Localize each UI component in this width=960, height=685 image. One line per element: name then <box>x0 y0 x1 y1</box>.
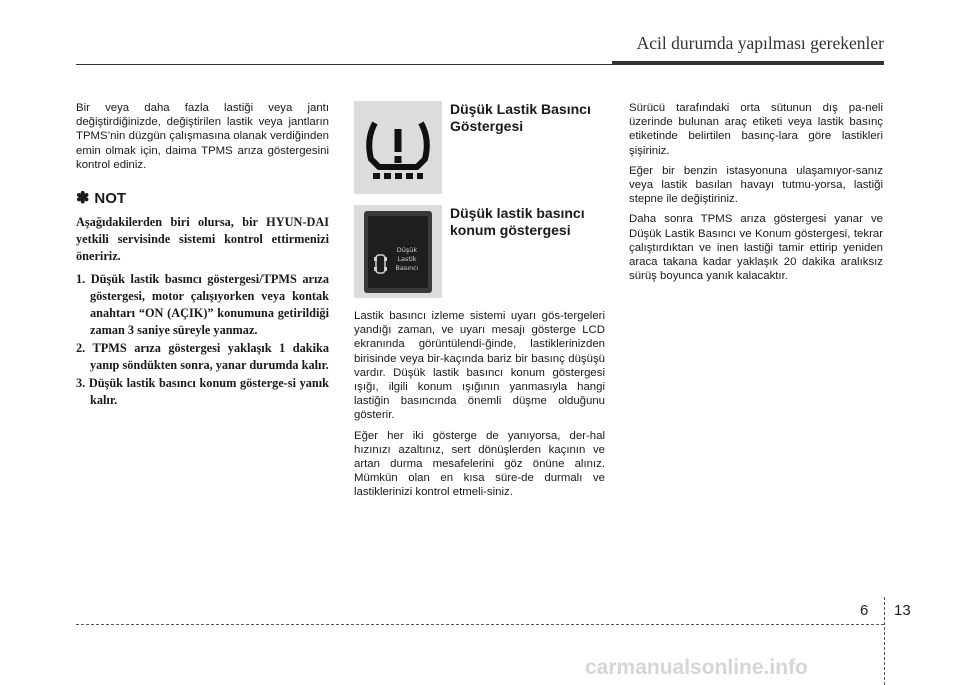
note-heading <box>76 192 329 206</box>
body-paragraph: Daha sonra TPMS arıza göstergesi yanar ve Düşük Lastik Basıncı ve Konum göstergesi, tekrar çalıştırdıktan ve inen lastiği tamir ettirip yeniden araca takana kadar yaklaşık 20 dakika aralıksız sürüş boyunca yanık kalacaktır. <box>629 213 883 283</box>
right-column <box>629 101 883 289</box>
page-number: 13 <box>894 602 911 619</box>
note-list <box>76 271 329 409</box>
footer-rule <box>76 624 884 625</box>
note-lead: Aşağıdakilerden biri olursa, bir HYUN-DAI yetkili servisinde sistemi kontrol ettirmenizi öneririz. <box>76 215 329 264</box>
middle-column <box>354 101 605 506</box>
indicator-position <box>354 205 605 298</box>
display-text-line: Lastik <box>397 255 417 263</box>
indicator-tpms <box>354 101 605 194</box>
note-asterisk-icon: ✽ <box>76 190 90 208</box>
left-column <box>76 101 329 410</box>
header-rule-thick <box>612 61 884 65</box>
indicator-position-label: Düşük lastik basıncı konum göstergesi <box>450 205 585 238</box>
body-paragraph: Sürücü tarafındaki orta sütunun dış pa-neli üzerinde bulunan araç etiketi veya lastik basınç etiketinde belirtilen basınç-lara göre lastikleri şişiriniz. <box>629 102 883 157</box>
note-item: 1. Düşük lastik basıncı göstergesi/TPMS arıza göstergesi, motor çalışıyorken veya kontak anahtarı “ON (AÇIK)” konumuna getirildiği zaman 3 saniye süreyle yanmaz. <box>76 272 329 338</box>
note-item: 2. TPMS arıza göstergesi yaklaşık 1 dakika yanıp söndükten sonra, yanar durumda kalır. <box>76 341 329 373</box>
indicator-tpms-label: Düşük Lastik Basıncı Göstergesi <box>450 101 591 134</box>
display-text-line: Düşük <box>396 246 418 254</box>
body-paragraph: Eğer bir benzin istasyonuna ulaşamıyor-sanız veya lastik basılan havayı tutmu-yorsa, lastiği stepne ile değiştiriniz. <box>629 164 883 206</box>
note-title: NOT <box>94 190 127 208</box>
chapter-number: 6 <box>860 602 869 619</box>
body-paragraph: Lastik basıncı izleme sistemi uyarı gös-tergeleri yandığı zaman, ve uyarı mesajı gösterge LCD ekranında görüntülendi-ğinde, lastiklerinizden birisinde veya bir-kaçında bariz bir basınç düşüşü vardır. Düşük lastik basıncı konum göstergesi ışığı, ilgili konum ışığının yanmasıyla hangi lastiğin basıncında önemli düşme olduğunu gösterir. <box>354 310 605 422</box>
header-rule-thin <box>76 64 612 65</box>
page-header-title: Acil durumda yapılması gerekenler <box>636 33 884 53</box>
body-paragraph: Eğer her iki gösterge de yanıyorsa, der-hal hızınızı azaltınız, sert dönüşlerden kaçının ve artan durma mesafelerini göz önüne alınız. Mümkün olan en kısa süre-de durmalı ve lastiklerinizi kontrol etmeli-siniz. <box>354 429 605 499</box>
display-text-line: Basıncı <box>395 264 419 272</box>
footer-separator <box>884 597 885 685</box>
intro-paragraph: Bir veya daha fazla lastiği veya jantı değiştirdiğinizde, değiştirilen lastik veya jantların TPMS’nin düzgün çalışmasına olanak verdiğinden emin olmak için, daima TPMS arıza göstergesini kontrol ediniz. <box>76 102 329 171</box>
tire-pressure-warning-icon <box>354 101 442 194</box>
tire-position-display-icon <box>354 205 442 298</box>
note-item: 3. Düşük lastik basıncı konum gösterge-si yanık kalır. <box>76 376 329 408</box>
watermark: carmanualsonline.info <box>585 656 808 679</box>
